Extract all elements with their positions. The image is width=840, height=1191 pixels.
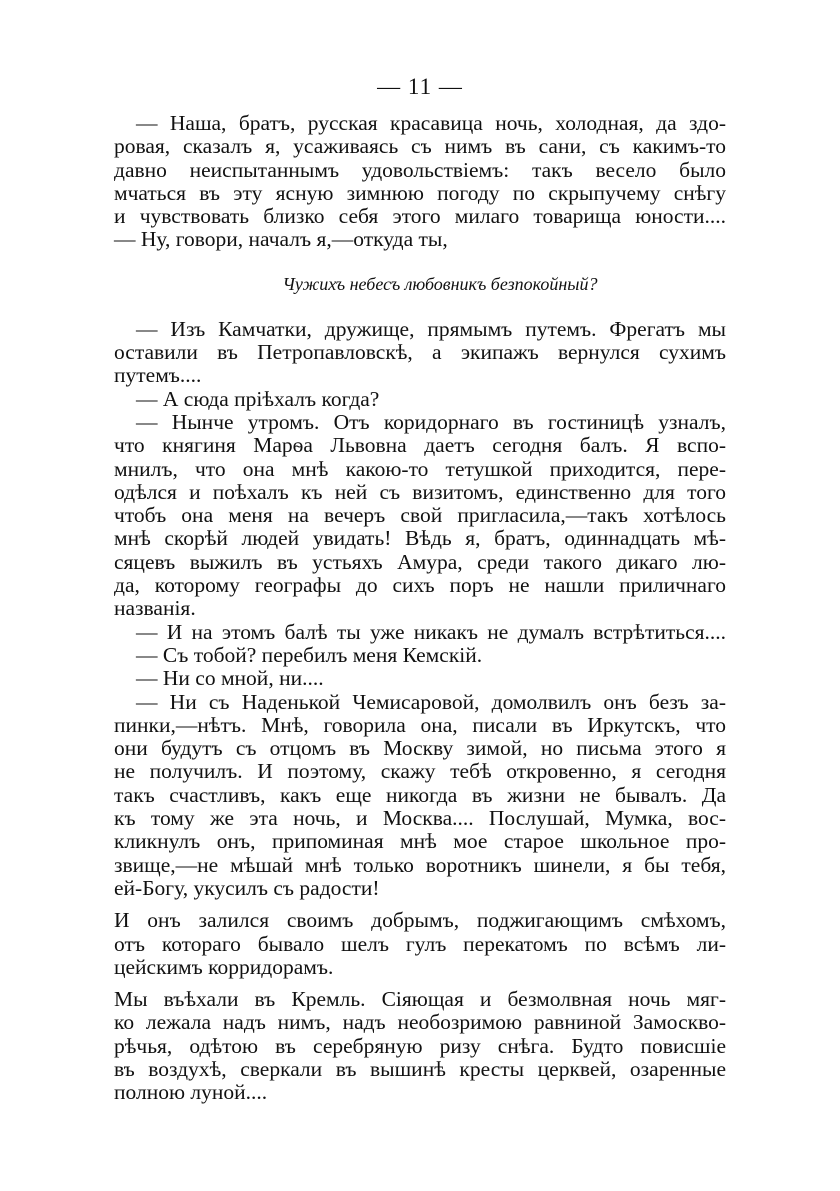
text-line: мнилъ, что она мнѣ какою-то тетушкой приходится, пере- bbox=[114, 456, 726, 481]
text-line: полною луной.... bbox=[114, 1080, 268, 1105]
text-line: мчаться въ эту ясную зимнюю погоду по скрыпучему снѣгу bbox=[114, 180, 726, 205]
text-line: звище,—не мѣшай мнѣ только воротникъ шинели, я бы тебя, bbox=[114, 852, 726, 877]
text-line: путемъ.... bbox=[114, 363, 202, 388]
text-line: Мы въѣхали въ Кремль. Сіяющая и безмолвная ночь мяг- bbox=[114, 987, 726, 1012]
text-line: — Ну, говори, началъ я,—откуда ты, bbox=[114, 227, 448, 252]
text-line: кликнулъ онъ, припоминая мнѣ мое старое школьное про- bbox=[114, 829, 726, 854]
text-line: да, которому географы до сихъ поръ не нашли приличнаго bbox=[114, 573, 726, 598]
text-line: и чувствовать близко себя этого милаго товарища юности.... bbox=[114, 204, 726, 229]
text-line: ей-Богу, укусилъ съ радости! bbox=[114, 875, 380, 900]
text-line: — Ни съ Наденькой Чемисаровой, домолвилъ онъ безъ за- bbox=[136, 689, 726, 714]
text-line: отъ котораго бывало шелъ гулъ перекатомъ по всѣмъ ли- bbox=[114, 931, 726, 956]
text-line: сяцевъ выжилъ въ устьяхъ Амура, среди такого дикаго лю- bbox=[114, 549, 726, 574]
paragraph-dialogue-opening bbox=[114, 112, 726, 252]
text-line: что княгиня Марѳа Львовна даетъ сегодня балъ. Я вспо- bbox=[114, 433, 726, 458]
text-line: пинки,—нѣтъ. Мнѣ, говорила она, писали въ Иркутскъ, что bbox=[114, 712, 726, 737]
text-line: рѣчья, одѣтою въ серебряную ризу снѣга. Будто повисшіе bbox=[114, 1033, 726, 1058]
text-line: чтобъ она меня на вечеръ свой пригласила,—такъ хотѣлось bbox=[114, 503, 726, 528]
text-line: не получилъ. И поэтому, скажу тебѣ откровенно, я сегодня bbox=[114, 759, 726, 784]
page-number: — 11 — bbox=[377, 74, 463, 99]
text-line: оставили въ Петропавловскѣ, а экипажъ вернулся сухимъ bbox=[114, 340, 726, 365]
text-line: мнѣ скорѣй людей увидать! Вѣдь я, братъ, одиннадцать мѣ- bbox=[114, 526, 726, 551]
text-line: — И на этомъ балѣ ты уже никакъ не думалъ встрѣтиться.... bbox=[136, 619, 726, 644]
text-line: названія. bbox=[114, 596, 196, 621]
paragraph-kremlin bbox=[114, 988, 726, 1104]
paragraph-laughter bbox=[114, 909, 726, 979]
text-line: — Наша, братъ, русская красавица ночь, холодная, да здо- bbox=[136, 111, 726, 135]
epigraph-quote: Чужихъ небесъ любовникъ безпокойный? bbox=[282, 273, 598, 294]
text-line: давно неиспытаннымъ удовольствіемъ: такъ весело было bbox=[114, 157, 726, 182]
text-line: ровая, сказалъ я, усаживаясь съ нимъ въ сани, съ какимъ-то bbox=[114, 134, 726, 159]
paragraph-dialogue-main bbox=[114, 318, 726, 900]
text-line: ко лежала надъ нимъ, надъ необозримою равниной Замоскво- bbox=[114, 1010, 726, 1035]
body-text bbox=[114, 112, 726, 1105]
text-line: — Съ тобой? перебилъ меня Кемскій. bbox=[136, 642, 483, 667]
text-line: такъ счастливъ, какъ еще никогда въ жизни не бывалъ. Да bbox=[114, 782, 726, 807]
text-line: — Нынче утромъ. Отъ коридорнаго въ гостиницѣ узналъ, bbox=[136, 409, 726, 434]
text-line: И онъ залился своимъ добрымъ, поджигающимъ смѣхомъ, bbox=[114, 908, 726, 933]
text-line: они будутъ съ отцомъ въ Москву зимой, но письма этого я bbox=[114, 736, 726, 761]
text-line: — Ни со мной, ни.... bbox=[136, 666, 324, 691]
text-line: цейскимъ корридорамъ. bbox=[114, 954, 334, 979]
text-line: къ тому же эта ночь, и Москва.... Послушай, Мумка, вос- bbox=[114, 806, 726, 831]
text-line: въ воздухѣ, сверкали въ вышинѣ кресты церквей, озаренные bbox=[114, 1056, 726, 1081]
text-line: — А сюда пріѣхалъ когда? bbox=[136, 386, 380, 411]
text-line: — Изъ Камчатки, дружище, прямымъ путемъ. Фрегатъ мы bbox=[136, 316, 726, 341]
text-line: одѣлся и поѣхалъ къ ней съ визитомъ, единственно для того bbox=[114, 479, 726, 504]
